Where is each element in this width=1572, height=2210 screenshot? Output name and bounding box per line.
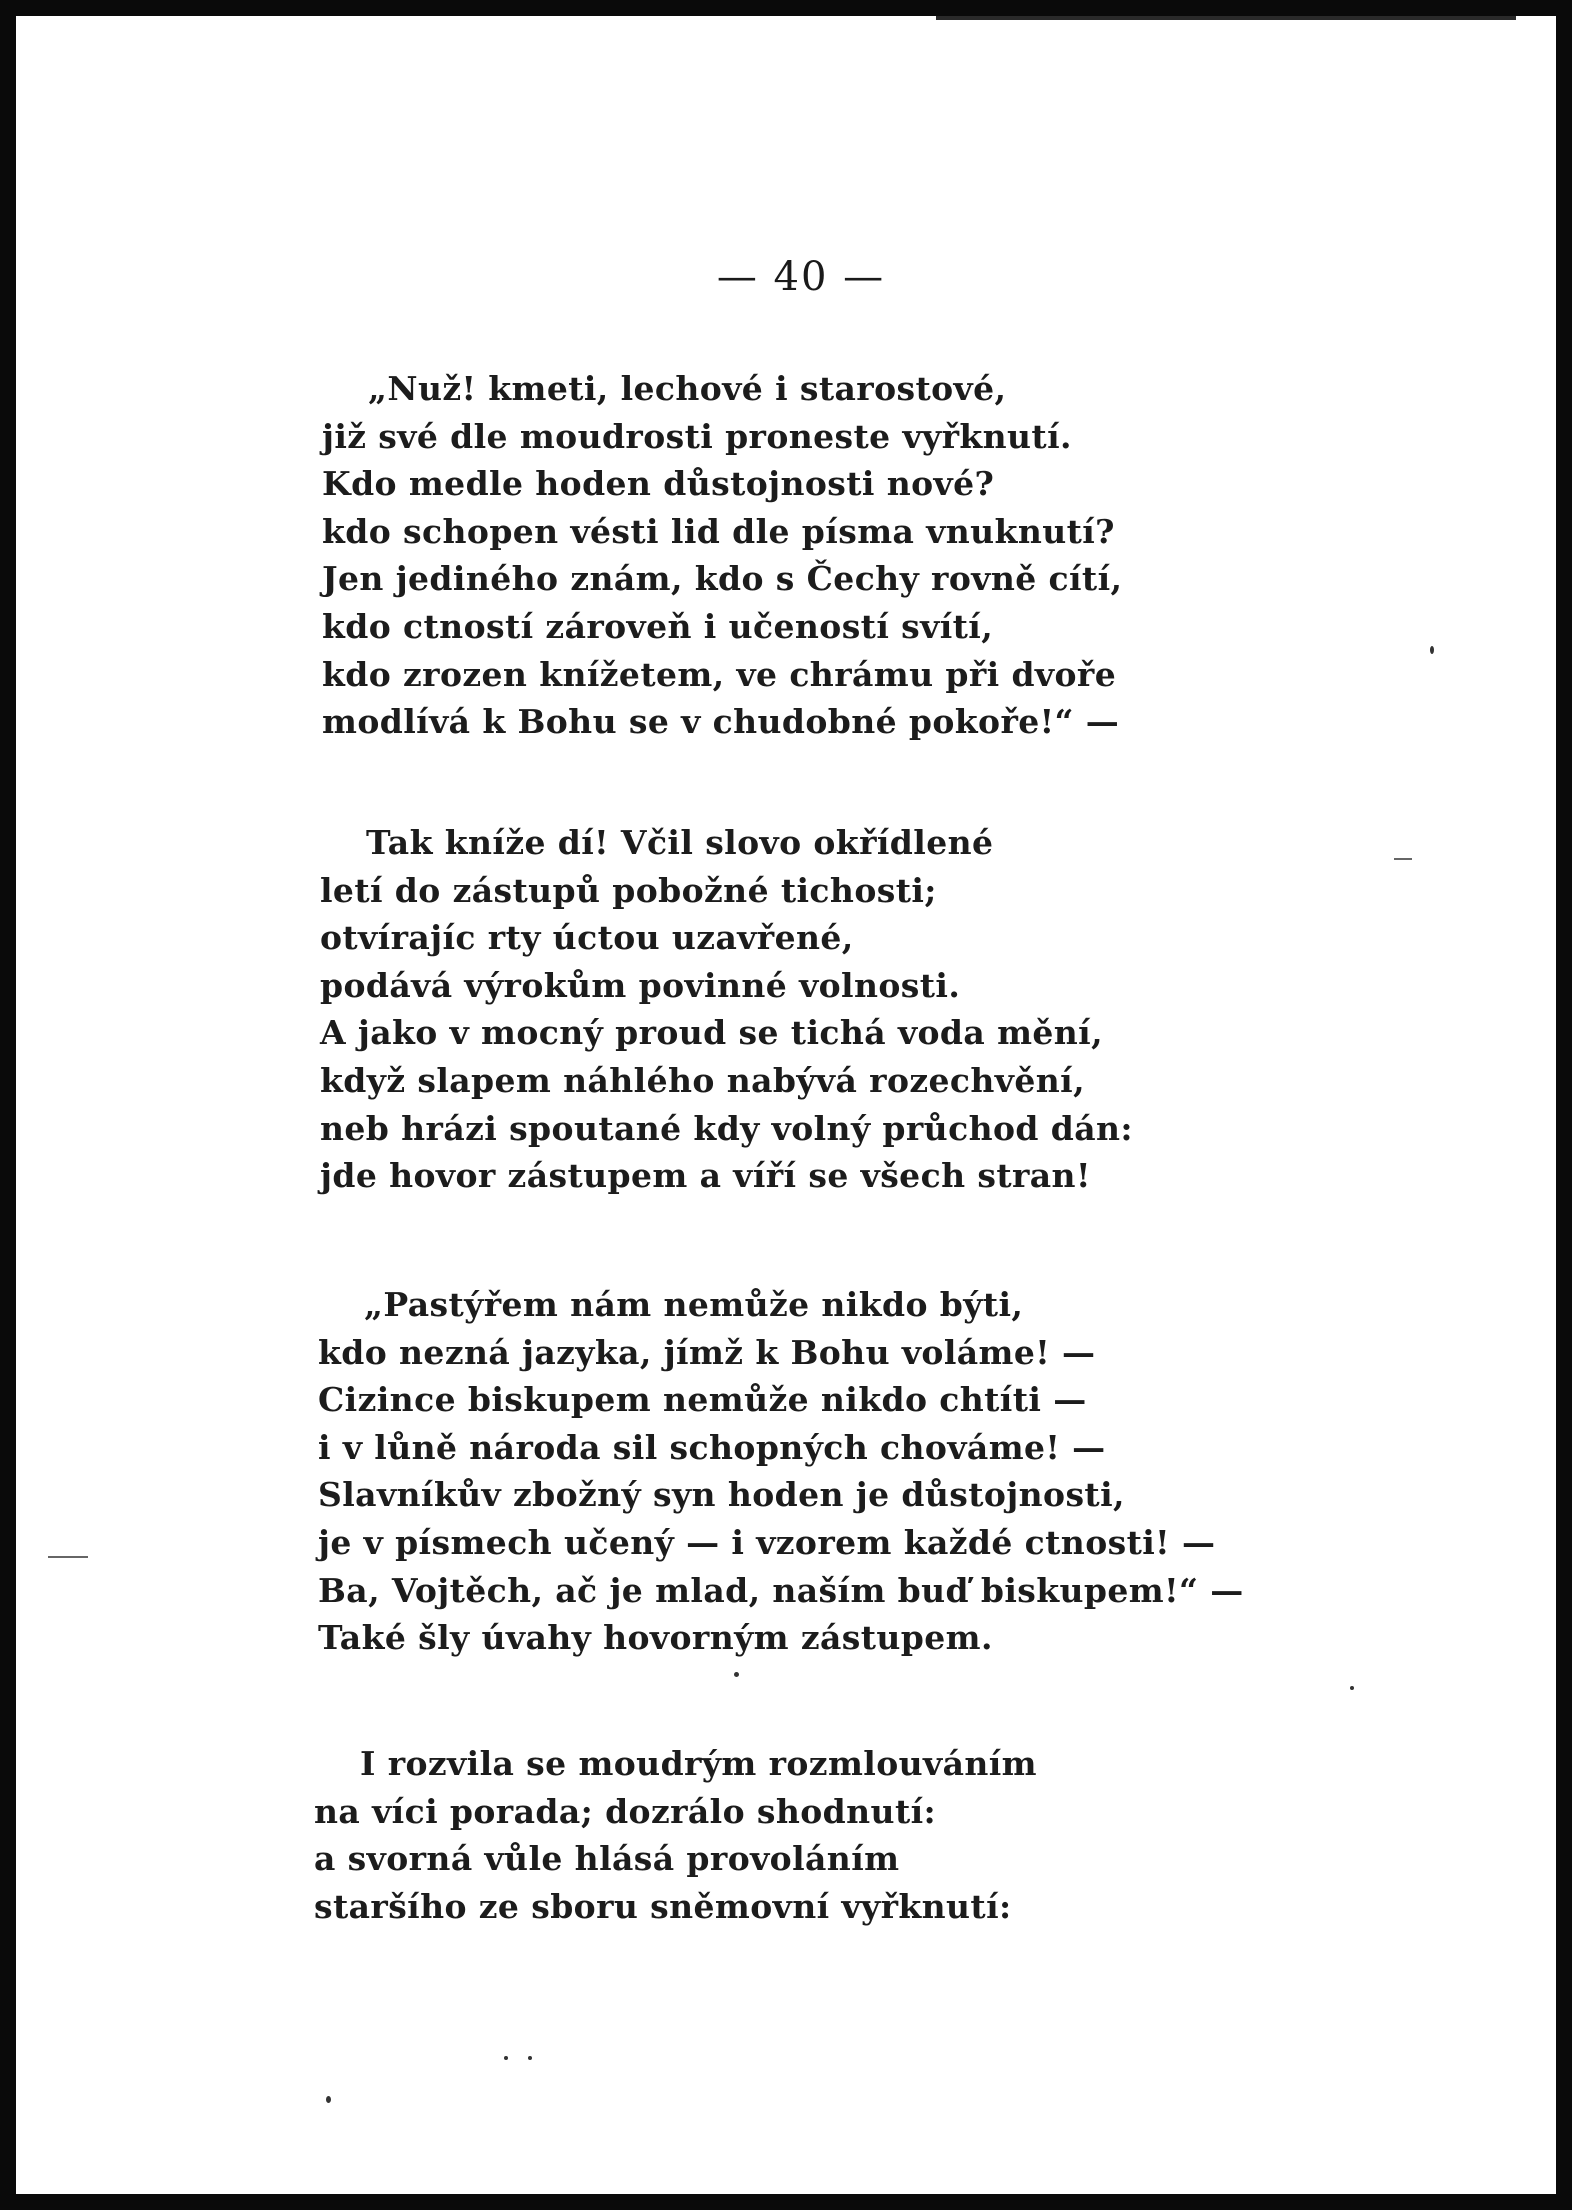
verse-line: jde hovor zástupem a víří se všech stran! — [320, 1156, 1091, 1196]
verse-line: „Nuž! kmeti, lechové i starostové, — [368, 369, 1007, 408]
verse-line: „Pastýřem nám nemůže nikdo býti, — [364, 1285, 1024, 1324]
scan-speck — [528, 2056, 532, 2060]
stanza — [314, 1740, 1314, 1930]
verse-line: kdo ctností zároveň i učeností svítí, — [322, 606, 994, 646]
scan-speck — [1430, 646, 1434, 654]
verse-line: Jen jediného znám, kdo s Čechy rovně cítí, — [322, 559, 1123, 599]
verse-line: i v lůně národa sil schopných chováme! — — [318, 1427, 1106, 1467]
verse-line: kdo schopen vésti lid dle písma vnuknutí? — [322, 511, 1115, 551]
verse-line: otvírajíc rty úctou uzavřené, — [320, 918, 854, 958]
verse-line: letí do zástupů pobožné tichosti; — [320, 870, 937, 910]
verse-line: Slavníkův zbožný syn hoden je důstojnosti, — [318, 1475, 1125, 1515]
verse-line: neb hrázi spoutané kdy volný průchod dán: — [320, 1108, 1133, 1148]
verse-line: kdo zrozen knížetem, ve chrámu při dvoře — [322, 654, 1117, 694]
verse-line: Cizince biskupem nemůže nikdo chtíti — — [318, 1380, 1087, 1420]
verse-line: staršího ze sboru sněmovní vyřknutí: — [314, 1886, 1012, 1926]
scan-speck — [1350, 1686, 1354, 1690]
page-number: — 40 — — [716, 254, 886, 300]
verse-line: a svorná vůle hlásá provoláním — [314, 1839, 900, 1879]
verse-line: A jako v mocný proud se tichá voda mění, — [320, 1013, 1104, 1053]
verse-line: I rozvila se moudrým rozmlouváním — [360, 1744, 1038, 1783]
book-page — [16, 16, 1556, 2194]
verse-line: již své dle moudrosti proneste vyřknutí. — [322, 416, 1072, 456]
verse-line: Kdo medle hoden důstojnosti nové? — [322, 464, 995, 504]
stanza — [322, 365, 1322, 746]
scan-speck — [504, 2056, 508, 2060]
stanza — [318, 1281, 1318, 1662]
scan-dash-mark — [48, 1556, 88, 1558]
verse-line: podává výrokům povinné volnosti. — [320, 965, 961, 1005]
verse-line: na víci porada; dozrálo shodnutí: — [314, 1791, 937, 1831]
verse-line: když slapem náhlého nabývá rozechvění, — [320, 1060, 1085, 1100]
scan-speck — [734, 1672, 739, 1677]
stanza — [320, 819, 1320, 1200]
verse-line: Také šly úvahy hovorným zástupem. — [318, 1618, 993, 1658]
verse-line: Ba, Vojtěch, ač je mlad, naším buď biskupem!“ — — [318, 1570, 1244, 1610]
scan-edge-mark — [936, 16, 1516, 20]
verse-line: je v písmech učený — i vzorem každé ctnosti! — — [318, 1522, 1216, 1562]
scan-speck — [326, 2096, 331, 2103]
verse-line: Tak kníže dí! Včil slovo okřídlené — [366, 823, 994, 862]
verse-line: modlívá k Bohu se v chudobné pokoře!“ — — [322, 702, 1120, 742]
scan-dash-mark — [1394, 858, 1412, 860]
verse-line: kdo nezná jazyka, jímž k Bohu voláme! — — [318, 1332, 1096, 1372]
